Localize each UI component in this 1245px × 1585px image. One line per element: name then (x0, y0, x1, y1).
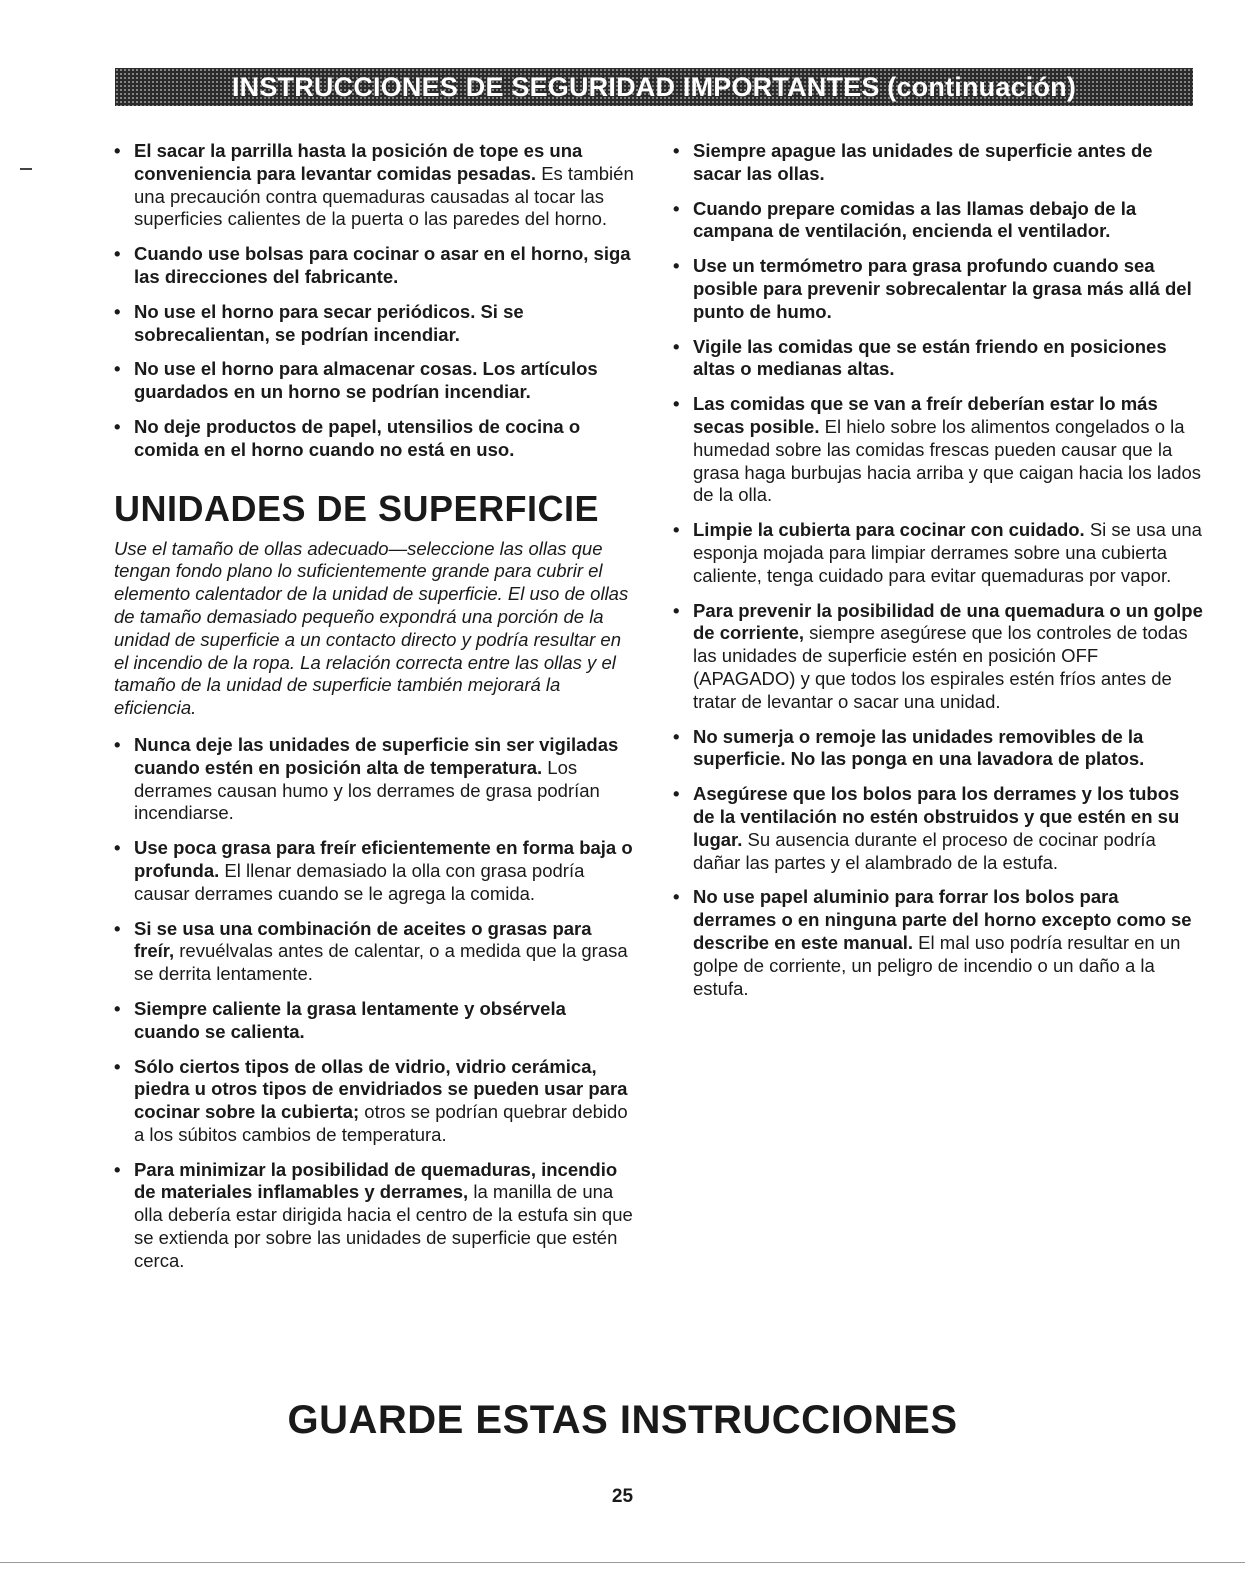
safety-list-right (673, 140, 1203, 1000)
item-bold-text: Siempre apague las unidades de superficie antes de sacar las ollas. (693, 140, 1153, 184)
item-bold-text: No use papel aluminio para forrar los bolos para derrames o en ninguna parte del horno excepto como se describe en este manual. (693, 886, 1192, 953)
item-bold-text: Las comidas que se van a freír deberían estar lo más secas posible. (693, 393, 1158, 437)
section-banner (115, 68, 1193, 106)
list-item (673, 726, 1203, 772)
item-text: Los derrames causan humo y los derrames de grasa podrían incendiarse. (134, 756, 600, 824)
right-column (673, 140, 1203, 1012)
page-number: 25 (611, 1486, 634, 1507)
item-text: siempre asegúrese que los controles de todas las unidades de superficie estén en posición OFF (APAGADO) y que todos los espirales estén fríos antes de tratar de levantar o sacar una unidad. (693, 622, 1188, 712)
item-bold-text: Nunca deje las unidades de superficie sin ser vigiladas cuando estén en posición alta de temperatura. (134, 733, 619, 778)
item-bold-text: Cuando prepare comidas a las llamas debajo de la campana de ventilación, encienda el ventilador. (693, 197, 1137, 242)
item-text: Si se usa una esponja mojada para limpiar derrames sobre una cubierta caliente, tenga cuidado para evitar quemaduras por vapor. (693, 519, 1202, 586)
item-bold-text: Asegúrese que los bolos para los derrames y los tubos de la ventilación no estén obstruidos y que estén en su lugar. (693, 783, 1180, 850)
item-bold-text: Use un termómetro para grasa profundo cuando sea posible para prevenir sobrecalentar la grasa más allá del punto de humo. (693, 255, 1192, 322)
list-item (673, 886, 1203, 1000)
banner-title: INSTRUCCIONES DE SEGURIDAD IMPORTANTES (continuación) (231, 71, 1077, 102)
item-text: El hielo sobre los alimentos congelados o la humedad sobre las comidas frescas pueden causar que la grasa haga burbujas hacia arriba y que caigan hacia los lados de la olla. (693, 415, 1202, 506)
list-item (673, 519, 1203, 587)
list-item (114, 358, 634, 404)
list-item (114, 140, 634, 231)
item-bold-text: Use poca grasa para freír eficientemente en forma baja o profunda. (134, 837, 633, 881)
item-text: El mal uso podría resultar en un golpe de corriente, un peligro de incendio o un daño a la estufa. (693, 931, 1181, 999)
list-item (114, 918, 634, 986)
item-text: Su ausencia durante el proceso de cocinar podría dañar las partes y el alambrado de la estufa. (693, 828, 1156, 873)
list-item (114, 837, 634, 905)
item-text: El llenar demasiado la olla con grasa podría causar derrames cuando se le agrega la comida. (134, 859, 585, 904)
list-item (114, 998, 634, 1044)
item-text: la manilla de una olla debería estar dirigida hacia el centro de la estufa sin que se extienda por sobre las unidades de superficie que estén cerca. (134, 1181, 633, 1271)
item-bold-text: Limpie la cubierta para cocinar con cuidado. (693, 519, 1085, 541)
bottom-divider (0, 1562, 1245, 1563)
item-bold-text: No deje productos de papel, utensilios de cocina o comida en el horno cuando no está en uso. (134, 415, 581, 460)
list-item (673, 336, 1203, 382)
item-text: Es también una precaución contra quemaduras causadas al tocar las superficies calientes de la puerta o las paredes del horno. (134, 162, 634, 230)
section-intro: Use el tamaño de ollas adecuado—seleccione las ollas que tengan fondo plano lo suficientemente grande para cubrir el elemento calentador de la unidad de superficie. El uso de ollas de tamaño demasiado pequeño expondrá una porción de la unidad de superficie a un contacto directo y podría resultar en el incendio de la ropa. La relación correcta entre las ollas y el tamaño de la unidad de superficie también mejorará la eficiencia. (114, 537, 629, 719)
surface-units-list (114, 734, 634, 1273)
list-item (114, 734, 634, 825)
item-bold-text: No use el horno para almacenar cosas. Los artículos guardados en un horno se podrían incendiar. (134, 358, 598, 403)
item-bold-text: Cuando use bolsas para cocinar o asar en el horno, siga las direcciones del fabricante. (134, 243, 631, 287)
item-text: revuélvalas antes de calentar, o a medida que la grasa se derrita lentamente. (134, 940, 628, 985)
list-item (114, 301, 634, 347)
section-heading: UNIDADES DE SUPERFICIE (114, 487, 600, 529)
list-item (114, 416, 634, 462)
item-bold-text: Para prevenir la posibilidad de una quemadura o un golpe de corriente, (693, 599, 1203, 644)
item-bold-text: Vigile las comidas que se están friendo en posiciones altas o medianas altas. (693, 335, 1167, 380)
list-item (114, 243, 634, 289)
item-bold-text: Si se usa una combinación de aceites o grasas para freír, (134, 917, 592, 962)
list-item (673, 600, 1203, 714)
margin-mark (20, 168, 32, 170)
list-item (114, 1159, 634, 1273)
list-item (673, 255, 1203, 323)
list-item (673, 393, 1203, 507)
list-item (673, 198, 1203, 244)
footer-title: GUARDE ESTAS INSTRUCCIONES (287, 1398, 958, 1442)
item-bold-text: El sacar la parrilla hasta la posición de tope es una conveniencia para levantar comidas pesadas. (134, 140, 583, 184)
item-bold-text: Para minimizar la posibilidad de quemaduras, incendio de materiales inflamables y derrames, (134, 1158, 618, 1203)
safety-list-left (114, 140, 634, 462)
item-bold-text: Sólo ciertos tipos de ollas de vidrio, vidrio cerámica, piedra u otros tipos de envidriados se pueden usar para cocinar sobre la cubierta; (134, 1055, 628, 1123)
list-item (673, 783, 1203, 874)
left-column (114, 140, 634, 1285)
item-bold-text: No sumerja o remoje las unidades removibles de la superficie. No las ponga en una lavadora de platos. (693, 725, 1145, 770)
item-bold-text: No use el horno para secar periódicos. Si se sobrecalientan, se podrían incendiar. (134, 300, 524, 345)
item-text: otros se podrían quebrar debido a los súbitos cambios de temperatura. (134, 1101, 628, 1145)
list-item (673, 140, 1203, 186)
item-bold-text: Siempre caliente la grasa lentamente y obsérvela cuando se calienta. (134, 997, 566, 1042)
list-item (114, 1056, 634, 1147)
